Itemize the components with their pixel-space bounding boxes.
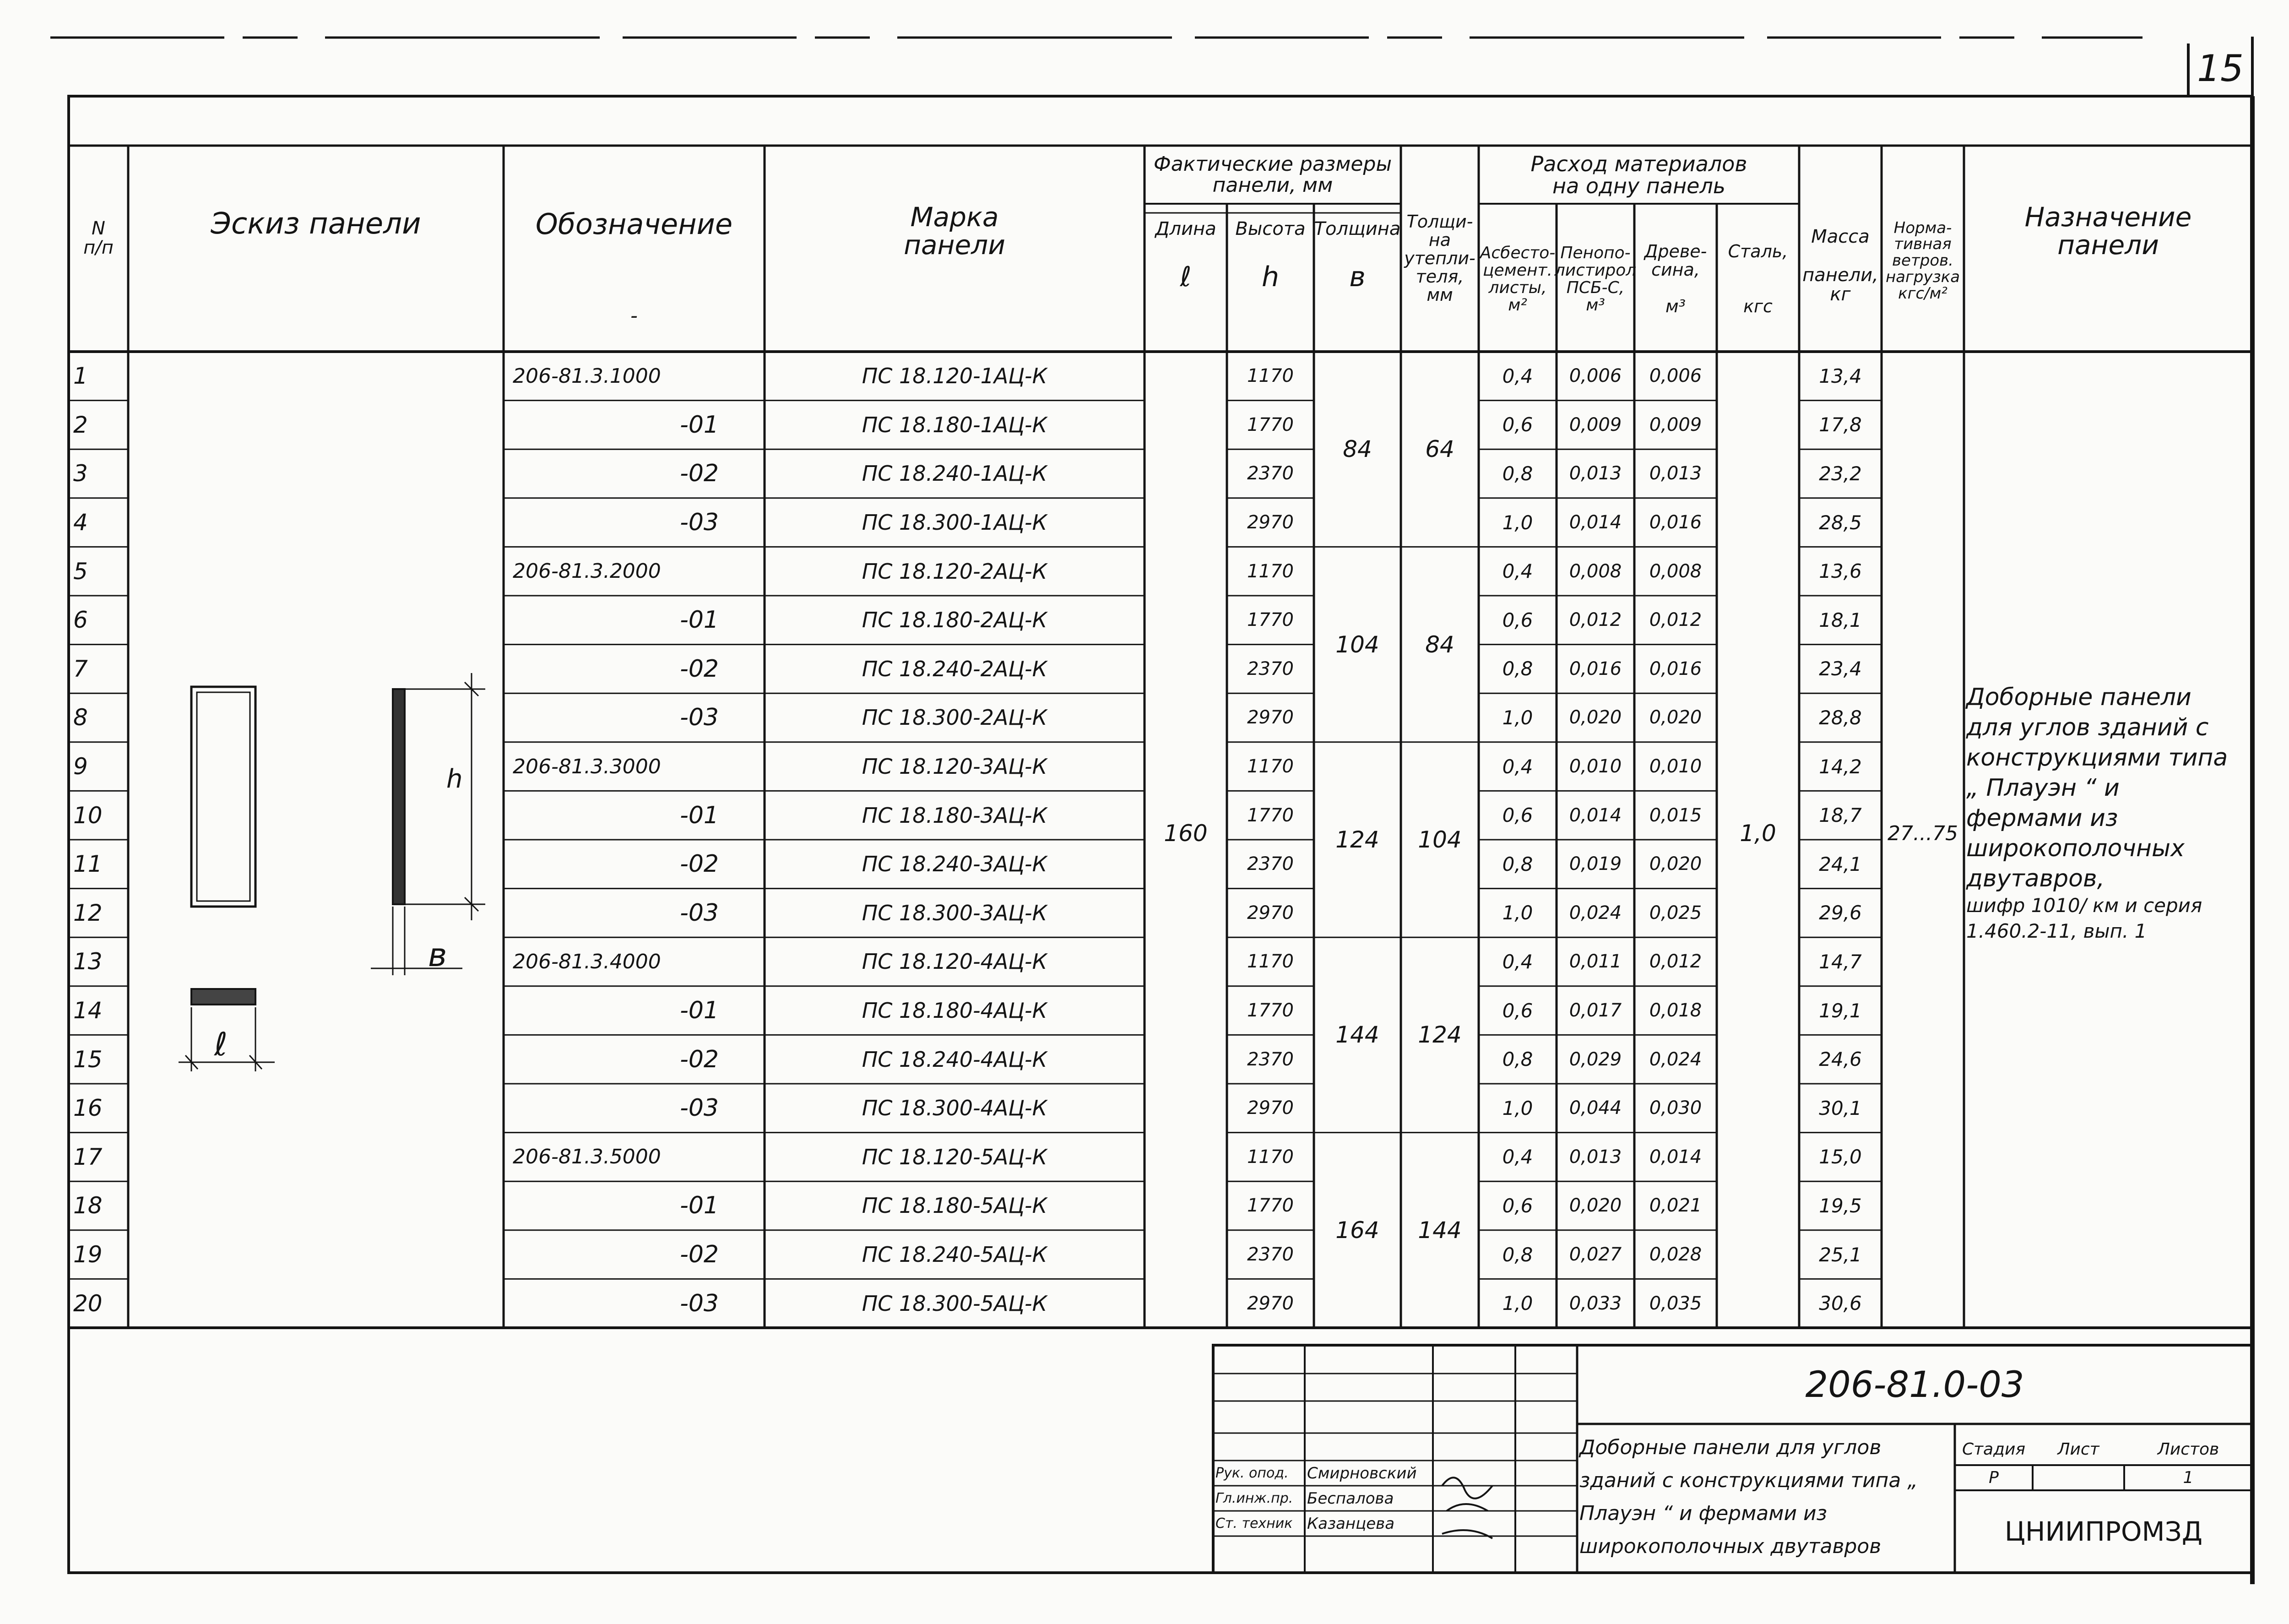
row-mass: 25,1 — [1819, 1243, 1862, 1266]
header-materials-group: Расход материалов на одну панель — [1530, 151, 1747, 198]
row-height: 2970 — [1247, 1293, 1294, 1314]
row-wood: 0,028 — [1649, 1244, 1702, 1266]
row-mark: ПС 18.240-1АЦ-К — [862, 461, 1047, 486]
row-designation: -01 — [680, 801, 719, 829]
signatory-name: Беспалова — [1307, 1489, 1394, 1508]
row-wood: 0,025 — [1649, 902, 1702, 923]
row-asbestos: 0,4 — [1502, 364, 1533, 387]
row-foam: 0,020 — [1569, 1195, 1622, 1217]
header-height: Высота — [1235, 218, 1306, 239]
row-designation: -01 — [680, 1192, 719, 1220]
row-mark: ПС 18.180-2АЦ-К — [862, 608, 1047, 633]
signatory-name: Казанцева — [1307, 1514, 1395, 1533]
row-foam: 0,024 — [1569, 902, 1622, 923]
header-mass: Масса панели, кг — [1802, 226, 1878, 305]
row-foam: 0,008 — [1569, 560, 1622, 582]
row-foam: 0,044 — [1569, 1097, 1622, 1119]
row-wood: 0,013 — [1649, 463, 1702, 484]
row-height: 1770 — [1247, 1195, 1294, 1217]
row-foam: 0,014 — [1569, 804, 1622, 826]
row-wood: 0,008 — [1649, 560, 1702, 582]
row-mass: 19,1 — [1819, 999, 1862, 1022]
row-asbestos: 0,8 — [1502, 657, 1533, 680]
row-wood: 0,024 — [1649, 1048, 1702, 1070]
row-designation: -03 — [680, 1094, 719, 1122]
row-mark: ПС 18.300-4АЦ-К — [862, 1096, 1047, 1121]
row-asbestos: 1,0 — [1502, 902, 1533, 924]
row-wood: 0,015 — [1649, 804, 1702, 826]
row-mark: ПС 18.240-4АЦ-К — [862, 1047, 1047, 1072]
row-foam: 0,017 — [1569, 1000, 1622, 1021]
sheets-label: Листов — [2157, 1439, 2219, 1459]
row-wood: 0,014 — [1649, 1146, 1702, 1168]
row-foam: 0,016 — [1569, 658, 1622, 679]
row-designation: 206-81.3.2000 — [513, 559, 661, 583]
row-mass: 18,1 — [1819, 608, 1862, 631]
row-mark: ПС 18.240-5АЦ-К — [862, 1242, 1047, 1267]
row-height: 2370 — [1247, 658, 1294, 679]
row-mass: 23,2 — [1819, 462, 1862, 485]
row-foam: 0,033 — [1569, 1293, 1622, 1314]
organization: ЦНИИПРОМЗД — [2004, 1516, 2203, 1547]
row-wood: 0,016 — [1649, 512, 1702, 533]
length-value: 160 — [1164, 820, 1208, 847]
group-insulation: 64 — [1425, 436, 1454, 463]
row-number: 8 — [73, 704, 88, 731]
row-foam: 0,019 — [1569, 853, 1622, 875]
row-designation: 206-81.3.3000 — [513, 755, 661, 778]
row-number: 11 — [73, 851, 103, 878]
header-length-sym: ℓ — [1180, 261, 1192, 293]
row-mass: 18,7 — [1819, 804, 1862, 827]
row-height: 2370 — [1247, 853, 1294, 875]
row-wood: 0,018 — [1649, 1000, 1702, 1021]
row-mark: ПС 18.300-1АЦ-К — [862, 510, 1047, 535]
group-thickness: 84 — [1343, 436, 1372, 463]
row-number: 15 — [73, 1046, 103, 1073]
group-thickness: 124 — [1335, 826, 1379, 853]
row-designation: -01 — [680, 997, 719, 1025]
row-designation: 206-81.3.5000 — [513, 1145, 661, 1169]
header-thickness: Толщина — [1314, 218, 1401, 239]
row-designation: 206-81.3.4000 — [513, 950, 661, 973]
row-designation: -01 — [680, 606, 719, 634]
row-wood: 0,035 — [1649, 1293, 1702, 1314]
row-height: 2370 — [1247, 463, 1294, 484]
steel-value: 1,0 — [1740, 820, 1776, 847]
header-foam: Пенопо- листирол ПСБ-С, м³ — [1554, 244, 1637, 315]
row-number: 17 — [73, 1143, 103, 1170]
row-mass: 28,5 — [1819, 511, 1862, 534]
row-mark: ПС 18.120-5АЦ-К — [862, 1144, 1047, 1169]
header-designation: Обозначение — [535, 207, 733, 241]
row-wood: 0,020 — [1649, 853, 1702, 875]
row-number: 2 — [73, 411, 88, 438]
row-asbestos: 0,6 — [1502, 608, 1533, 631]
header-wind: Норма- тивная ветров. нагрузка кгс/м² — [1885, 218, 1960, 303]
row-designation: -03 — [680, 704, 719, 732]
purpose-reference: шифр 1010/ км и серия 1.460.2-11, вып. 1 — [1966, 894, 2202, 942]
signatory-name: Смирновский — [1307, 1464, 1417, 1483]
row-mark: ПС 18.300-2АЦ-К — [862, 705, 1047, 730]
row-mass: 14,7 — [1819, 950, 1862, 973]
row-designation: -02 — [680, 655, 719, 683]
row-wood: 0,016 — [1649, 658, 1702, 679]
row-asbestos: 0,4 — [1502, 560, 1533, 583]
header-length: Длина — [1155, 218, 1216, 239]
row-foam: 0,006 — [1569, 365, 1622, 387]
row-number: 9 — [73, 753, 88, 780]
row-height: 1170 — [1247, 560, 1294, 582]
row-asbestos: 0,8 — [1502, 853, 1533, 875]
group-insulation: 144 — [1418, 1217, 1462, 1244]
stage-label: Стадия — [1962, 1439, 2026, 1459]
row-mass: 14,2 — [1819, 755, 1862, 778]
row-asbestos: 0,8 — [1502, 462, 1533, 485]
row-number: 5 — [73, 558, 88, 585]
stage-value: Р — [1989, 1468, 1999, 1487]
header-insulation: Толщи- на утепли- теля, мм — [1404, 212, 1475, 305]
row-asbestos: 1,0 — [1502, 1292, 1533, 1315]
header-height-sym: h — [1261, 261, 1280, 293]
header-steel: Сталь, кгс — [1728, 241, 1788, 316]
row-height: 1170 — [1247, 365, 1294, 387]
row-mark: ПС 18.180-5АЦ-К — [862, 1193, 1047, 1218]
row-mark: ПС 18.120-2АЦ-К — [862, 559, 1047, 584]
row-number: 20 — [73, 1290, 103, 1317]
row-foam: 0,020 — [1569, 707, 1622, 728]
sheets-value: 1 — [2183, 1468, 2194, 1487]
row-mass: 15,0 — [1819, 1146, 1862, 1168]
row-foam: 0,012 — [1569, 609, 1622, 631]
row-number: 16 — [73, 1095, 103, 1122]
sketch-length-label: ℓ — [214, 1026, 228, 1063]
row-mass: 13,4 — [1819, 364, 1862, 387]
signatory-role: Гл.инж.пр. — [1215, 1490, 1293, 1506]
signatory-role: Рук. опод. — [1215, 1465, 1289, 1481]
row-mark: ПС 18.120-3АЦ-К — [862, 754, 1047, 779]
row-mass: 24,1 — [1819, 853, 1862, 875]
row-mark: ПС 18.180-3АЦ-К — [862, 803, 1047, 828]
header-dims-group: Фактические размеры панели, мм — [1153, 152, 1392, 197]
row-number: 13 — [73, 948, 103, 975]
row-number: 14 — [73, 997, 103, 1024]
header-sketch: Эскиз панели — [211, 207, 421, 241]
row-designation: 206-81.3.1000 — [513, 364, 661, 388]
row-mass: 28,8 — [1819, 706, 1862, 729]
row-height: 1770 — [1247, 609, 1294, 631]
row-mark: ПС 18.180-4АЦ-К — [862, 998, 1047, 1023]
row-height: 2970 — [1247, 1097, 1294, 1119]
row-foam: 0,010 — [1569, 756, 1622, 777]
group-insulation: 124 — [1418, 1021, 1462, 1048]
row-designation: -02 — [680, 1045, 719, 1073]
row-mark: ПС 18.300-5АЦ-К — [862, 1291, 1047, 1316]
signatory-role: Ст. техник — [1215, 1515, 1293, 1532]
row-number: 18 — [73, 1192, 103, 1219]
row-asbestos: 0,4 — [1502, 1146, 1533, 1168]
row-asbestos: 1,0 — [1502, 706, 1533, 729]
row-asbestos: 0,6 — [1502, 804, 1533, 827]
row-wood: 0,012 — [1649, 951, 1702, 972]
row-wood: 0,009 — [1649, 414, 1702, 435]
row-height: 2970 — [1247, 707, 1294, 728]
row-number: 4 — [73, 509, 88, 536]
row-foam: 0,027 — [1569, 1244, 1622, 1266]
doc-code: 206-81.0-03 — [1805, 1364, 2024, 1406]
row-height: 1170 — [1247, 756, 1294, 777]
sketch-thickness-label: в — [428, 936, 447, 974]
row-height: 2970 — [1247, 902, 1294, 923]
header-designation-dash: - — [630, 304, 638, 327]
row-wood: 0,010 — [1649, 756, 1702, 777]
row-number: 10 — [73, 802, 103, 829]
row-asbestos: 0,4 — [1502, 950, 1533, 973]
sheet-label: Лист — [2057, 1439, 2099, 1459]
row-wood: 0,006 — [1649, 365, 1702, 387]
row-mass: 24,6 — [1819, 1048, 1862, 1071]
row-designation: -01 — [680, 411, 719, 439]
doc-title: Доборные панели для углов зданий с конструкциями типа „ Плауэн “ и фермами из широкополочных двутавров — [1579, 1436, 1918, 1558]
row-designation: -03 — [680, 509, 719, 537]
row-height: 1170 — [1247, 951, 1294, 972]
row-number: 19 — [73, 1241, 103, 1268]
row-height: 1770 — [1247, 804, 1294, 826]
group-insulation: 104 — [1418, 826, 1462, 853]
row-mark: ПС 18.240-2АЦ-К — [862, 656, 1047, 681]
sketch-height-label: h — [446, 764, 463, 794]
row-mass: 17,8 — [1819, 413, 1862, 436]
row-wood: 0,020 — [1649, 707, 1702, 728]
row-mark: ПС 18.300-3АЦ-К — [862, 900, 1047, 925]
row-asbestos: 0,4 — [1502, 755, 1533, 778]
row-number: 1 — [73, 363, 88, 390]
group-thickness: 104 — [1335, 631, 1379, 658]
row-height: 2370 — [1247, 1048, 1294, 1070]
group-thickness: 164 — [1335, 1217, 1379, 1244]
row-number: 7 — [73, 655, 88, 682]
row-number: 6 — [73, 607, 88, 634]
header-wood: Древе- сина, м³ — [1644, 241, 1707, 316]
wind-load-value: 27...75 — [1888, 821, 1958, 845]
row-number: 12 — [73, 899, 103, 926]
row-mass: 23,4 — [1819, 657, 1862, 680]
row-mass: 30,6 — [1819, 1292, 1862, 1315]
row-mark: ПС 18.240-3АЦ-К — [862, 852, 1047, 877]
row-designation: -02 — [680, 850, 719, 878]
row-foam: 0,011 — [1569, 951, 1622, 972]
row-asbestos: 1,0 — [1502, 511, 1533, 534]
row-height: 2370 — [1247, 1244, 1294, 1266]
row-height: 1770 — [1247, 1000, 1294, 1021]
purpose-text: Доборные панели для углов зданий с конструкциями типа „ Плауэн “ и фермами из широкополочных двутавров, — [1966, 684, 2228, 892]
row-asbestos: 1,0 — [1502, 1097, 1533, 1119]
row-wood: 0,030 — [1649, 1097, 1702, 1119]
panel-sketch — [179, 673, 485, 1071]
row-height: 2970 — [1247, 512, 1294, 533]
row-asbestos: 0,8 — [1502, 1048, 1533, 1071]
row-mark: ПС 18.120-4АЦ-К — [862, 949, 1047, 974]
row-wood: 0,012 — [1649, 609, 1702, 631]
header-asbestos: Асбесто- цемент. листы, м² — [1480, 244, 1556, 315]
row-mass: 19,5 — [1819, 1194, 1862, 1217]
group-insulation: 84 — [1425, 631, 1454, 658]
row-height: 1770 — [1247, 414, 1294, 435]
row-asbestos: 0,6 — [1502, 1194, 1533, 1217]
row-number: 3 — [73, 460, 88, 487]
row-asbestos: 0,6 — [1502, 999, 1533, 1022]
row-mark: ПС 18.180-1АЦ-К — [862, 412, 1047, 437]
group-thickness: 144 — [1335, 1021, 1379, 1048]
row-mark: ПС 18.120-1АЦ-К — [862, 364, 1047, 389]
row-asbestos: 0,8 — [1502, 1243, 1533, 1266]
row-mass: 29,6 — [1819, 902, 1862, 924]
row-mass: 30,1 — [1819, 1097, 1862, 1119]
row-wood: 0,021 — [1649, 1195, 1702, 1217]
header-mark: Марка панели — [904, 201, 1005, 261]
row-foam: 0,013 — [1569, 463, 1622, 484]
row-foam: 0,029 — [1569, 1048, 1622, 1070]
row-designation: -02 — [680, 1241, 719, 1269]
row-asbestos: 0,6 — [1502, 413, 1533, 436]
row-foam: 0,014 — [1569, 512, 1622, 533]
row-designation: -03 — [680, 899, 719, 927]
page-number: 15 — [2197, 47, 2244, 90]
row-foam: 0,009 — [1569, 414, 1622, 435]
header-thickness-sym: в — [1349, 261, 1366, 293]
row-designation: -02 — [680, 460, 719, 488]
header-purpose: Назначение панели — [2024, 201, 2192, 261]
row-height: 1170 — [1247, 1146, 1294, 1168]
row-foam: 0,013 — [1569, 1146, 1622, 1168]
row-mass: 13,6 — [1819, 560, 1862, 583]
header-num: N п/п — [83, 218, 114, 258]
row-designation: -03 — [680, 1289, 719, 1317]
